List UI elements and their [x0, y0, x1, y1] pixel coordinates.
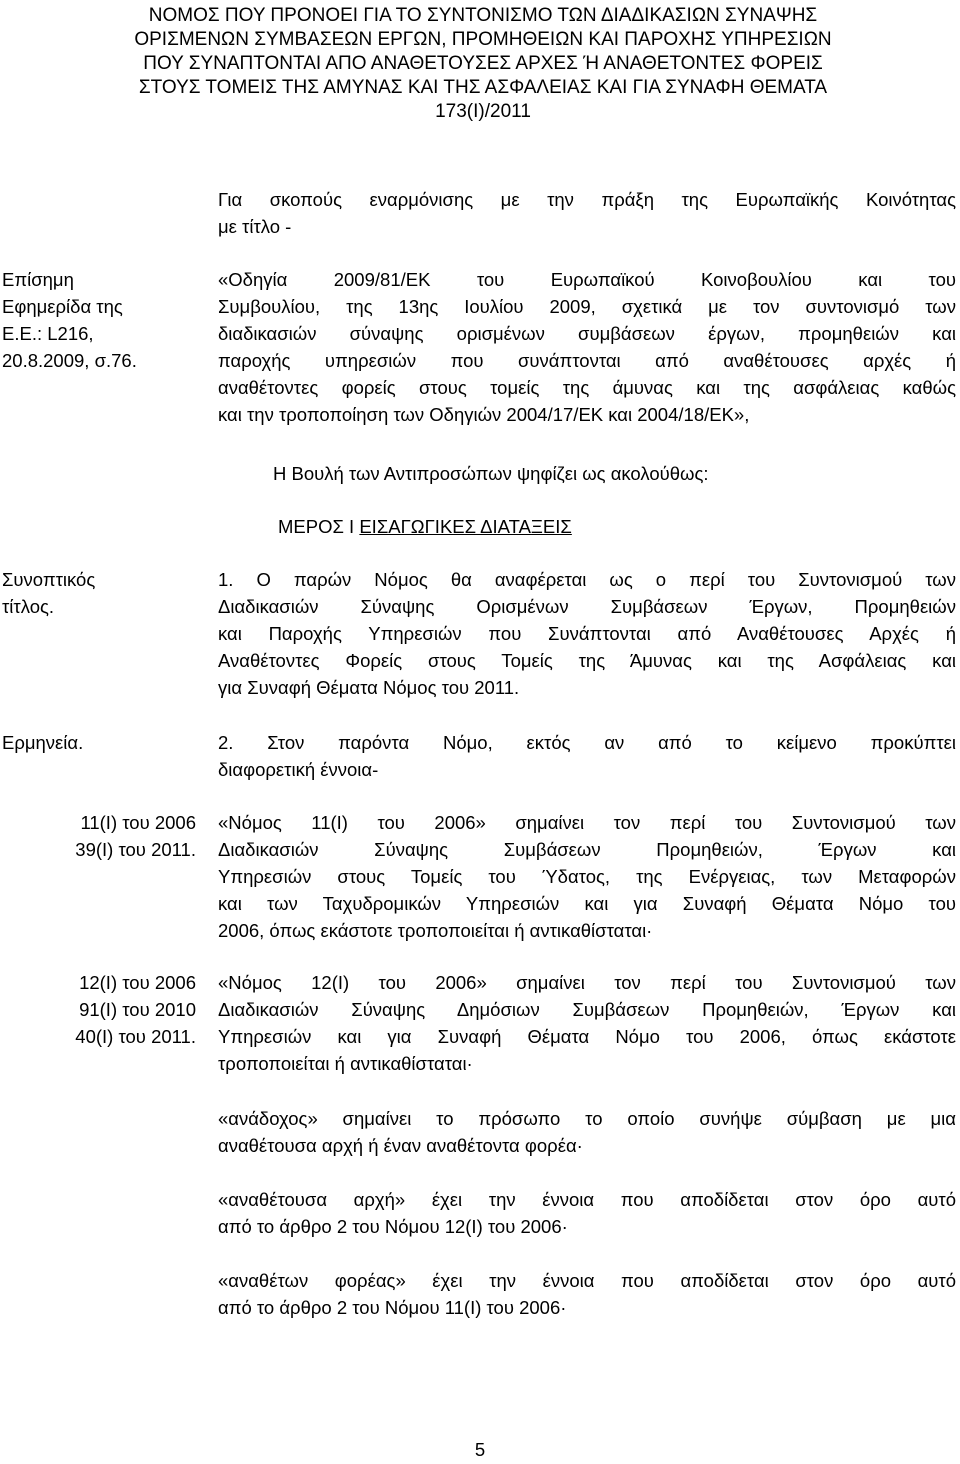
enactment-formula: Η Βουλή των Αντιπροσώπων ψηφίζει ως ακολούθως:: [273, 463, 709, 484]
part-heading: [278, 513, 572, 540]
part-heading-text: ΜΕΡΟΣ Ι ΕΙΣΑΓΩΓΙΚΕΣ ΔΙΑΤΑΞΕΙΣ: [278, 516, 572, 537]
definition-2-text: «Νόμος 12(Ι) του 2006» σημαίνει τον περί του Συντονισμού των Διαδικασιών Σύναψης Δημόσιων Συμβάσεων Προμηθειών, Έργων και Υπηρεσιών και για Συναφή Θέματα Νόμο του 2006, όπως εκάστοτε τροποποιείται ή αντικαθίσταται·: [218, 972, 956, 1074]
definition-2-marginal-note: 12(Ι) του 2006 91(Ι) του 2010 40(Ι) του 2011.: [75, 972, 196, 1047]
page-number: 5: [474, 1439, 486, 1460]
preamble-intro: Για σκοπούς εναρμόνισης με την πράξη της Ευρωπαϊκής Κοινότητας με τίτλο -: [218, 189, 956, 237]
part-heading-underlined: ΕΙΣΑΓΩΓΙΚΕΣ ΔΙΑΤΑΞΕΙΣ: [359, 516, 572, 537]
section-1-marginal-note: Συνοπτικός τίτλος.: [2, 569, 96, 617]
directive-citation: «Οδηγία 2009/81/ΕΚ του Ευρωπαϊκού Κοινοβουλίου και του Συμβουλίου, της 13ης Ιουλίου 2009, σχετικά με τον συντονισμό των διαδικασιών σύναψης ορισμένων συμβάσεων έργων, προμηθειών και παροχής υπηρεσιών που συνάπτονται από αναθέτουσες αρχές ή αναθέτοντες φορείς στους τομείς της άμυνας και της ασφάλειας καθώς και την τροποποίηση των Οδηγιών 2004/17/ΕΚ και 2004/18/ΕΚ»,: [218, 269, 956, 425]
law-title: [20, 4, 946, 124]
definition-5-text: «αναθέτων φορέας» έχει την έννοια που αποδίδεται στον όρο αυτό από το άρθρο 2 του Νόμου 11(Ι) του 2006·: [218, 1270, 956, 1318]
title-line: ΣΤΟΥΣ ΤΟΜΕΙΣ ΤΗΣ ΑΜΥΝΑΣ ΚΑΙ ΤΗΣ ΑΣΦΑΛΕΙΑΣ ΚΑΙ ΓΙΑ ΣΥΝΑΦΗ ΘΕΜΑΤΑ: [138, 77, 828, 98]
section-2-text: 2. Στον παρόντα Νόμο, εκτός αν από το κείμενο προκύπτει διαφορετική έννοια-: [218, 732, 956, 780]
title-line: ΟΡΙΣΜΕΝΩΝ ΣΥΜΒΑΣΕΩΝ ΕΡΓΩΝ, ΠΡΟΜΗΘΕΙΩΝ ΚΑΙ ΠΑΡΟΧΗΣ ΥΠΗΡΕΣΙΩΝ: [134, 29, 832, 50]
title-line: ΠΟΥ ΣΥΝΑΠΤΟΝΤΑΙ ΑΠΟ ΑΝΑΘΕΤΟΥΣΕΣ ΑΡΧΕΣ Ή ΑΝΑΘΕΤΟΝΤΕΣ ΦΟΡΕΙΣ: [143, 53, 823, 74]
law-number: 173(Ι)/2011: [435, 101, 531, 122]
definition-1-marginal-note: 11(Ι) του 2006 39(Ι) του 2011.: [75, 812, 196, 860]
section-1-text: 1. Ο παρών Νόμος θα αναφέρεται ως ο περί του Συντονισμού των Διαδικασιών Σύναψης Ορισμένων Συμβάσεων Έργων, Προμηθειών και Παροχής Υπηρεσιών που Συνάπτονται από Αναθέτουσες Αρχές ή Αναθέτοντες Φορείς στους Τομείς της Άμυνας και της Ασφάλειας και για Συναφή Θέματα Νόμος του 2011.: [218, 569, 956, 698]
definition-3-text: «ανάδοχος» σημαίνει το πρόσωπο το οποίο συνήψε σύμβαση με μια αναθέτουσα αρχή ή έναν αναθέτοντα φορέα·: [218, 1108, 956, 1156]
title-line: ΝΟΜΟΣ ΠΟΥ ΠΡΟΝΟΕΙ ΓΙΑ ΤΟ ΣΥΝΤΟΝΙΣΜΟ ΤΩΝ ΔΙΑΔΙΚΑΣΙΩΝ ΣΥΝΑΨΗΣ: [148, 5, 818, 26]
definition-1-text: «Νόμος 11(Ι) του 2006» σημαίνει τον περί του Συντονισμού των Διαδικασιών Σύναψης Συμβάσεων Προμηθειών, Έργων και Υπηρεσιών στους Τομείς του Ύδατος, της Ενέργειας, των Μεταφορών και των Ταχυδρομικών Υπηρεσιών και για Συναφή Θέματα Νόμο του 2006, όπως εκάστοτε τροποποιείται ή αντικαθίσταται·: [218, 812, 956, 941]
section-2-marginal-note: Ερμηνεία.: [2, 732, 84, 753]
gazette-reference: Επίσημη Εφημερίδα της Ε.Ε.: L216, 20.8.2009, σ.76.: [2, 269, 137, 371]
definition-4-text: «αναθέτουσα αρχή» έχει την έννοια που αποδίδεται στον όρο αυτό από το άρθρο 2 του Νόμου 12(Ι) του 2006·: [218, 1189, 956, 1237]
